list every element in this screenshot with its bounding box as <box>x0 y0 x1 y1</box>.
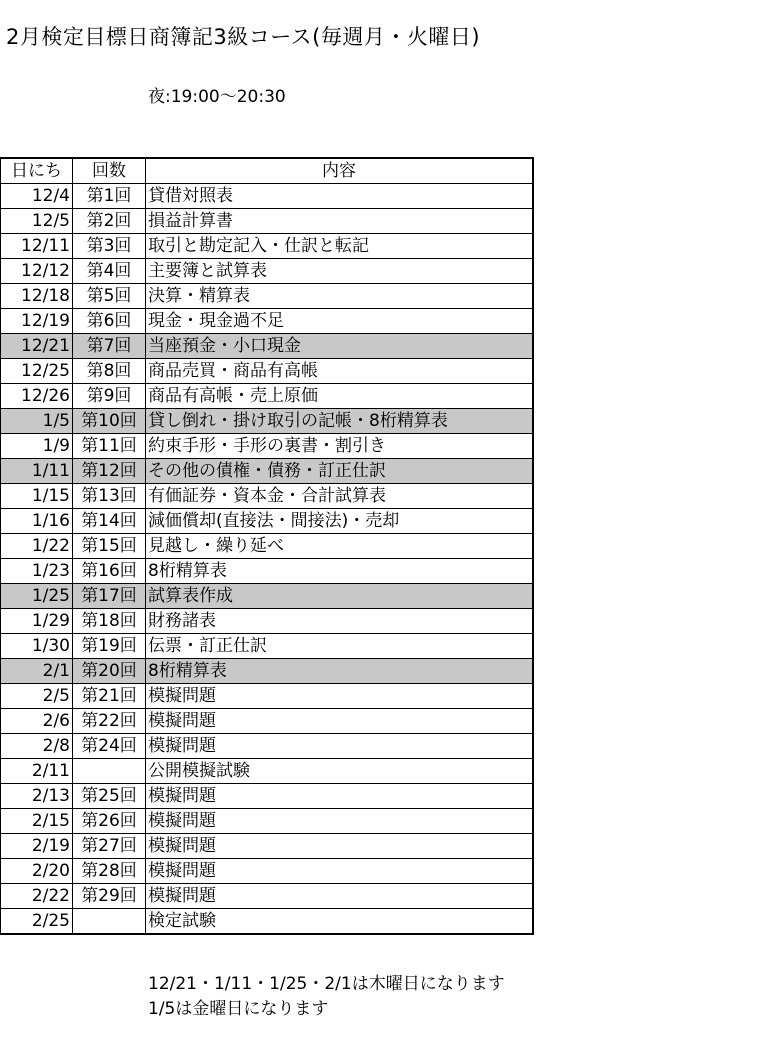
cell-session: 第7回 <box>73 334 146 359</box>
cell-session: 第19回 <box>73 634 146 659</box>
cell-content: 取引と勘定記入・仕訳と転記 <box>146 234 534 259</box>
cell-session: 第24回 <box>73 734 146 759</box>
cell-content: 模擬問題 <box>146 684 534 709</box>
table-row <box>1 709 534 734</box>
page-title: 2月検定目標日商簿記3級コース(毎週月・火曜日) <box>6 25 481 49</box>
table-row <box>1 209 534 234</box>
table-row <box>1 434 534 459</box>
cell-session: 第16回 <box>73 559 146 584</box>
cell-content: 主要簿と試算表 <box>146 259 534 284</box>
cell-date: 2/5 <box>1 684 73 709</box>
cell-date: 1/23 <box>1 559 73 584</box>
cell-session: 第20回 <box>73 659 146 684</box>
table-row <box>1 459 534 484</box>
cell-date: 1/16 <box>1 509 73 534</box>
cell-date: 2/20 <box>1 859 73 884</box>
cell-session: 第2回 <box>73 209 146 234</box>
table-row <box>1 809 534 834</box>
cell-date: 12/25 <box>1 359 73 384</box>
cell-content: 模擬問題 <box>146 859 534 884</box>
schedule-table <box>0 157 534 935</box>
cell-session: 第27回 <box>73 834 146 859</box>
cell-session <box>73 759 146 784</box>
cell-session: 第18回 <box>73 609 146 634</box>
table-row <box>1 409 534 434</box>
cell-session <box>73 909 146 935</box>
cell-date: 1/29 <box>1 609 73 634</box>
notes <box>148 972 505 1022</box>
cell-content: 検定試験 <box>146 909 534 935</box>
cell-date: 12/26 <box>1 384 73 409</box>
table-row <box>1 284 534 309</box>
table-row <box>1 884 534 909</box>
table-row <box>1 609 534 634</box>
cell-content: 貸借対照表 <box>146 184 534 209</box>
cell-session: 第14回 <box>73 509 146 534</box>
table-row <box>1 184 534 209</box>
cell-date: 1/15 <box>1 484 73 509</box>
cell-date: 1/11 <box>1 459 73 484</box>
table-row <box>1 359 534 384</box>
cell-session: 第3回 <box>73 234 146 259</box>
cell-content: 減価償却(直接法・間接法)・売却 <box>146 509 534 534</box>
cell-session: 第21回 <box>73 684 146 709</box>
cell-date: 1/5 <box>1 409 73 434</box>
table-header-row <box>1 158 534 184</box>
table-row <box>1 859 534 884</box>
cell-date: 2/15 <box>1 809 73 834</box>
table-row <box>1 309 534 334</box>
cell-date: 2/19 <box>1 834 73 859</box>
cell-content: 貸し倒れ・掛け取引の記帳・8桁精算表 <box>146 409 534 434</box>
cell-date: 12/12 <box>1 259 73 284</box>
cell-content: 模擬問題 <box>146 834 534 859</box>
table-row <box>1 834 534 859</box>
cell-session: 第1回 <box>73 184 146 209</box>
cell-date: 1/9 <box>1 434 73 459</box>
cell-session: 第28回 <box>73 859 146 884</box>
cell-content: 模擬問題 <box>146 734 534 759</box>
table-row <box>1 559 534 584</box>
header-date: 日にち <box>1 158 73 184</box>
cell-date: 2/8 <box>1 734 73 759</box>
cell-session: 第29回 <box>73 884 146 909</box>
cell-date: 12/4 <box>1 184 73 209</box>
table-row <box>1 484 534 509</box>
cell-date: 2/13 <box>1 784 73 809</box>
cell-session: 第4回 <box>73 259 146 284</box>
cell-date: 2/6 <box>1 709 73 734</box>
header-session: 回数 <box>73 158 146 184</box>
cell-session: 第17回 <box>73 584 146 609</box>
cell-session: 第8回 <box>73 359 146 384</box>
note-friday: 1/5は金曜日になります <box>148 999 329 1019</box>
cell-date: 12/21 <box>1 334 73 359</box>
cell-date: 2/11 <box>1 759 73 784</box>
table-row <box>1 509 534 534</box>
cell-content: 商品有高帳・売上原価 <box>146 384 534 409</box>
cell-session: 第10回 <box>73 409 146 434</box>
cell-content: その他の債権・債務・訂正仕訳 <box>146 459 534 484</box>
cell-content: 試算表作成 <box>146 584 534 609</box>
table-row <box>1 634 534 659</box>
cell-session: 第13回 <box>73 484 146 509</box>
table-row <box>1 259 534 284</box>
table-row <box>1 384 534 409</box>
class-time: 夜:19:00～20:30 <box>148 87 286 107</box>
schedule-body <box>1 184 534 935</box>
cell-content: 公開模擬試験 <box>146 759 534 784</box>
table-row <box>1 659 534 684</box>
cell-content: 8桁精算表 <box>146 659 534 684</box>
cell-content: 約束手形・手形の裏書・割引き <box>146 434 534 459</box>
cell-session: 第15回 <box>73 534 146 559</box>
table-row <box>1 684 534 709</box>
table-row <box>1 334 534 359</box>
cell-date: 1/30 <box>1 634 73 659</box>
cell-date: 12/5 <box>1 209 73 234</box>
table-row <box>1 234 534 259</box>
cell-session: 第6回 <box>73 309 146 334</box>
table-row <box>1 734 534 759</box>
cell-content: 見越し・繰り延べ <box>146 534 534 559</box>
cell-date: 2/1 <box>1 659 73 684</box>
cell-content: 商品売買・商品有高帳 <box>146 359 534 384</box>
cell-date: 12/19 <box>1 309 73 334</box>
cell-content: 模擬問題 <box>146 809 534 834</box>
cell-session: 第12回 <box>73 459 146 484</box>
cell-content: 財務諸表 <box>146 609 534 634</box>
cell-content: 有価証券・資本金・合計試算表 <box>146 484 534 509</box>
cell-session: 第9回 <box>73 384 146 409</box>
cell-date: 12/18 <box>1 284 73 309</box>
table-row <box>1 784 534 809</box>
cell-content: 現金・現金過不足 <box>146 309 534 334</box>
cell-content: 決算・精算表 <box>146 284 534 309</box>
note-thursday: 12/21・1/11・1/25・2/1は木曜日になります <box>148 974 505 994</box>
cell-content: 模擬問題 <box>146 784 534 809</box>
cell-content: 模擬問題 <box>146 884 534 909</box>
table-row <box>1 584 534 609</box>
cell-content: 損益計算書 <box>146 209 534 234</box>
table-row <box>1 759 534 784</box>
cell-date: 12/11 <box>1 234 73 259</box>
cell-date: 1/25 <box>1 584 73 609</box>
cell-date: 1/22 <box>1 534 73 559</box>
cell-content: 8桁精算表 <box>146 559 534 584</box>
table-row <box>1 534 534 559</box>
header-content: 内容 <box>146 158 534 184</box>
cell-session: 第11回 <box>73 434 146 459</box>
cell-content: 模擬問題 <box>146 709 534 734</box>
cell-content: 当座預金・小口現金 <box>146 334 534 359</box>
cell-session: 第26回 <box>73 809 146 834</box>
cell-session: 第5回 <box>73 284 146 309</box>
cell-session: 第25回 <box>73 784 146 809</box>
cell-session: 第22回 <box>73 709 146 734</box>
cell-date: 2/22 <box>1 884 73 909</box>
cell-date: 2/25 <box>1 909 73 935</box>
table-row <box>1 909 534 935</box>
cell-content: 伝票・訂正仕訳 <box>146 634 534 659</box>
